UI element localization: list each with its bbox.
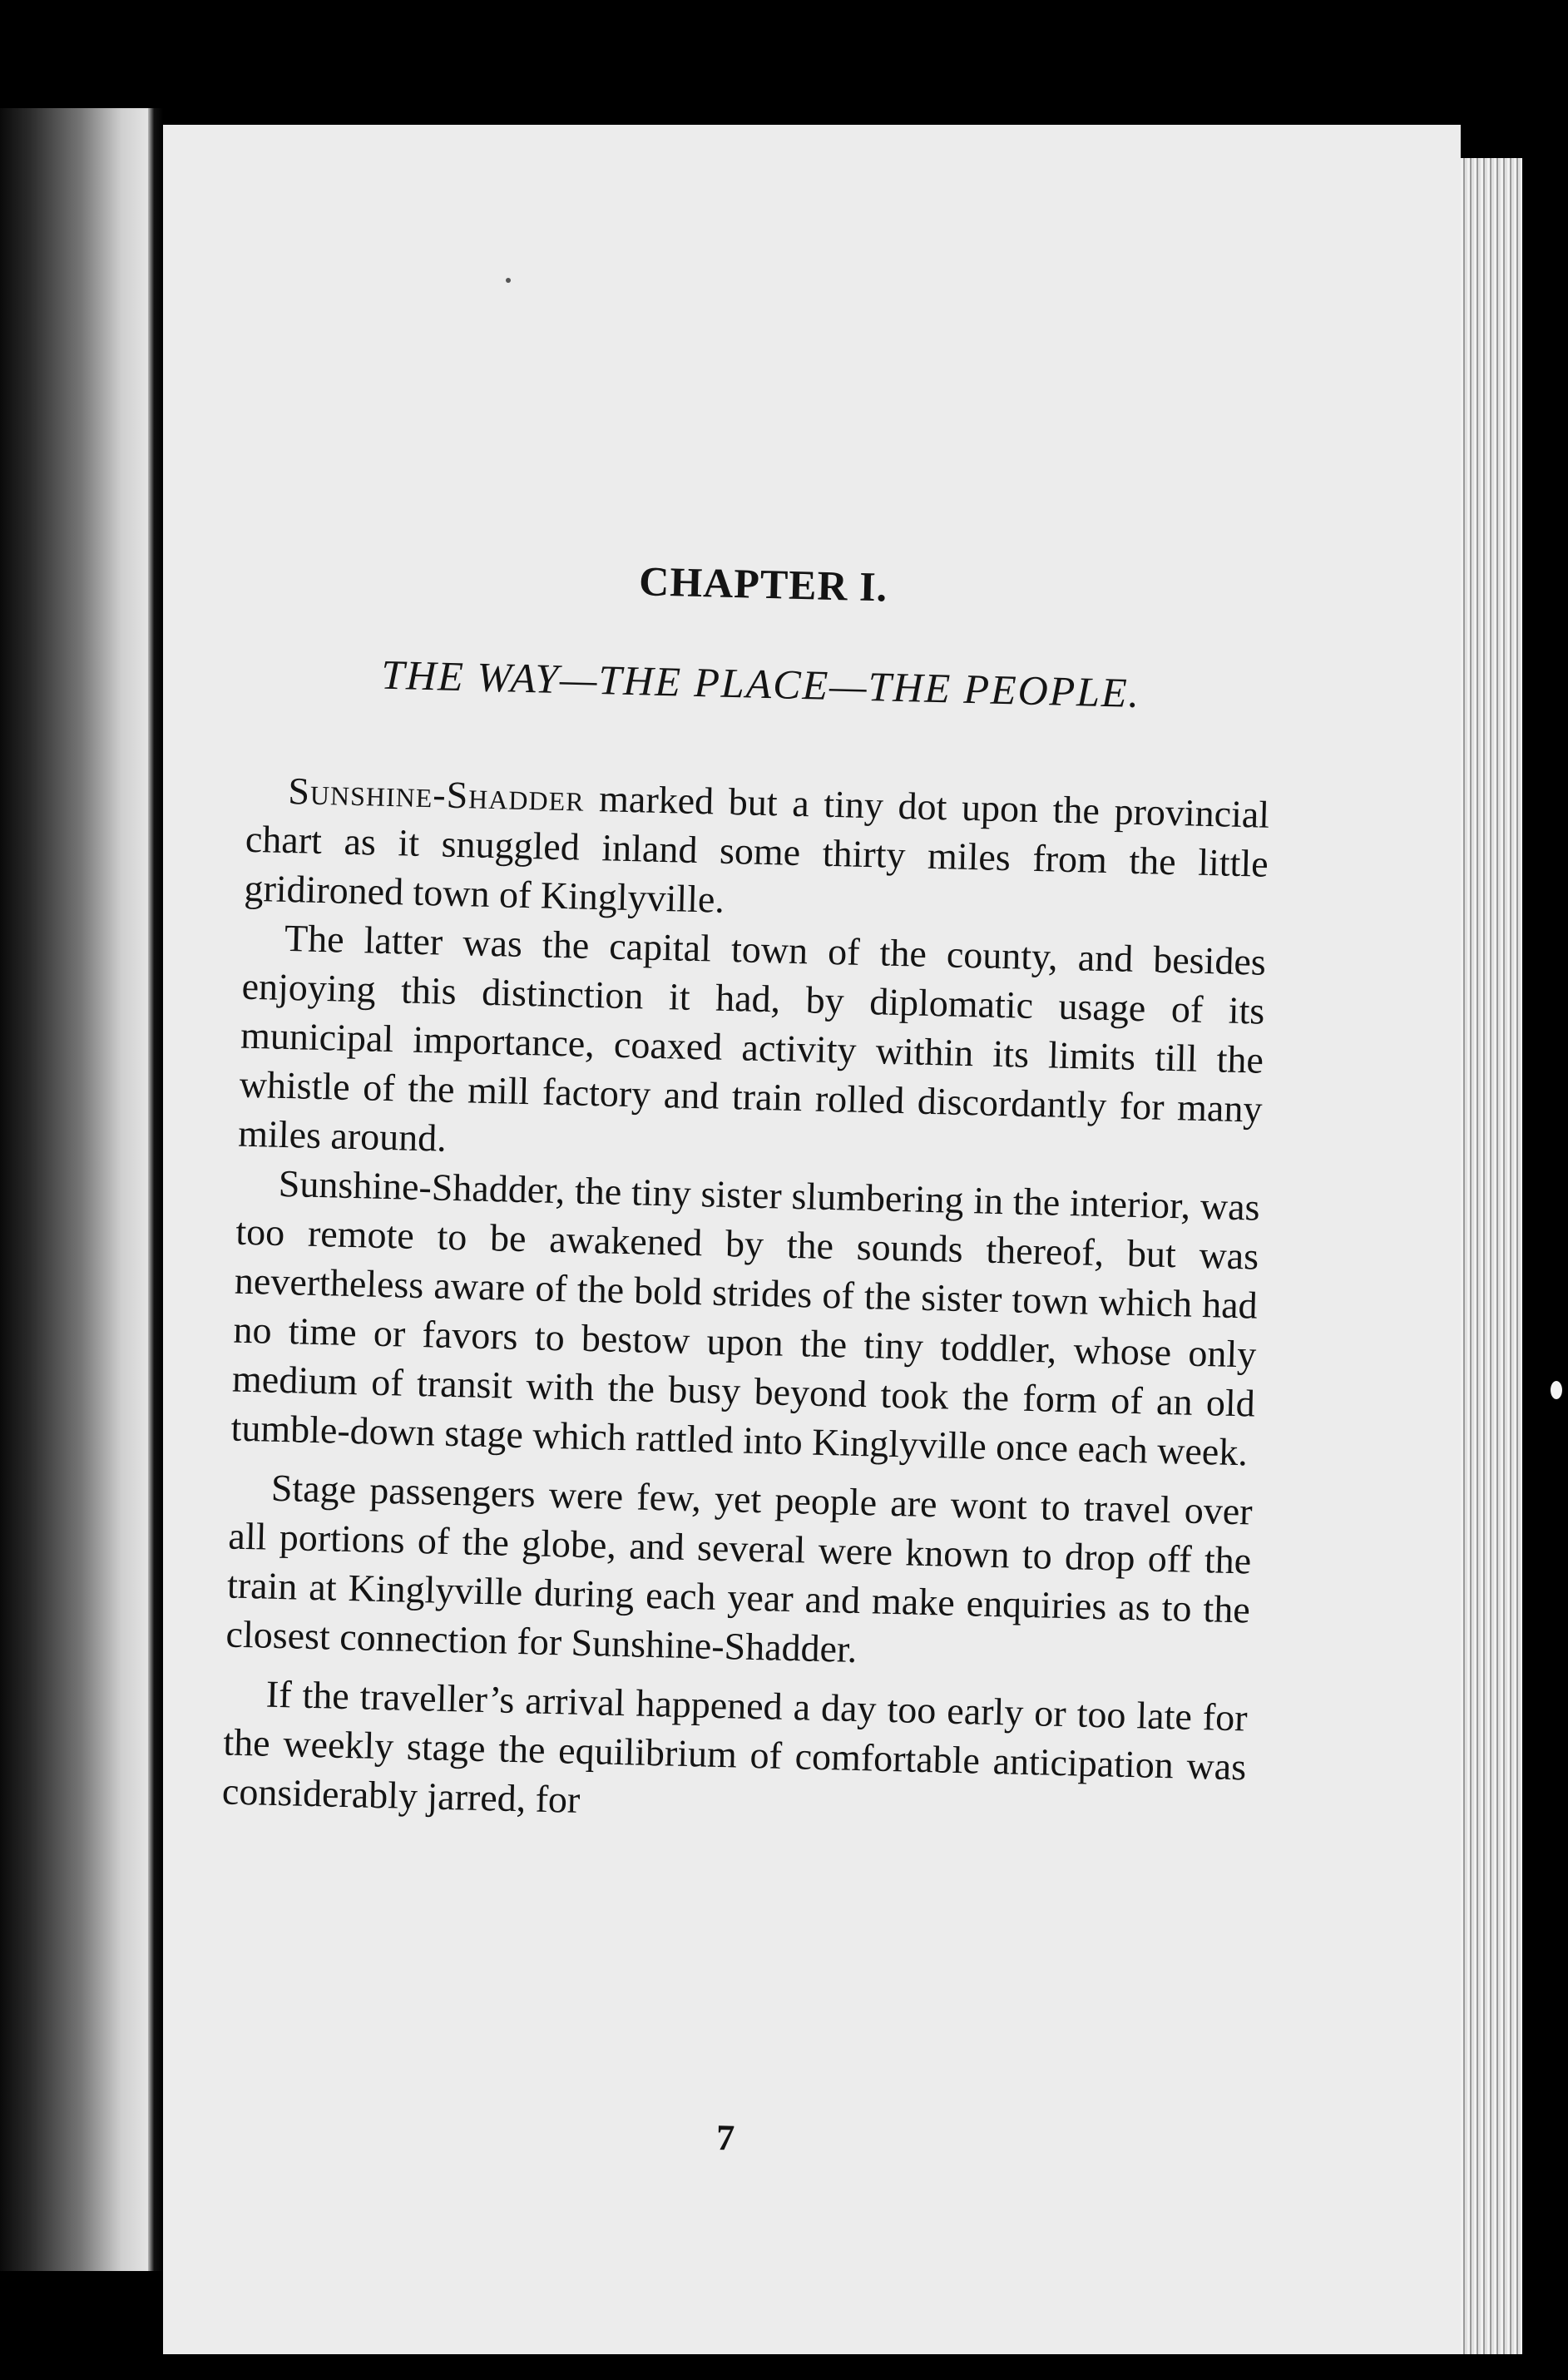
paragraph-4: Stage passengers were few, yet people are wont to travel over all portions of the globe, and several were known to drop off the train at Kinglyville during each year and make enquiries as to the closest connection for Sunshine-Shadder. [225, 1466, 1254, 1670]
chapter-heading: CHAPTER I. [638, 557, 888, 611]
paragraph-lead-smallcaps: Sunshine-Shadder [287, 769, 586, 819]
book-page [163, 125, 1461, 2354]
paragraph-3: Sunshine-Shadder, the tiny sister slumbering in the interior, was too remote to be awakened by the sounds thereof, but was nevertheless aware of the bold strides of the sister town which had no time or favors to bestow upon the tiny toddler, whose only medium of transit with the busy beyond took the form of an old tumble-down stage which rattled into Kinglyville once each week. [230, 1161, 1261, 1474]
paragraph-2: The latter was the capital town of the county, and besides enjoying this distinction it had, by diplomatic usage of its municipal importance, coaxed activity within its limits till the whistle of the mill factory and train rolled discordantly for many miles around. [237, 916, 1267, 1160]
page-number: 7 [715, 2117, 735, 2159]
page-blemish [506, 278, 511, 283]
page-content [221, 125, 1286, 2159]
page-edges-stack [1461, 158, 1522, 2354]
chapter-subtitle: THE WAY—THE PLACE—THE PEOPLE. [380, 651, 1141, 716]
paragraph-text: marked but a tiny dot upon the provincial chart as it snuggled inland some thirty miles from the little gridironed town of Kinglyville. [243, 776, 1270, 921]
paragraph-1 [244, 765, 1270, 938]
book-gutter [148, 108, 163, 2271]
chapter-body [221, 765, 1269, 1841]
paragraph-5: If the traveller’s arrival happened a day too early or too late for the weekly stage the equilibrium of comfortable anticipation was considerably jarred, for [221, 1672, 1249, 1821]
previous-page-edge [0, 108, 148, 2271]
scan-speck [1551, 1381, 1562, 1399]
